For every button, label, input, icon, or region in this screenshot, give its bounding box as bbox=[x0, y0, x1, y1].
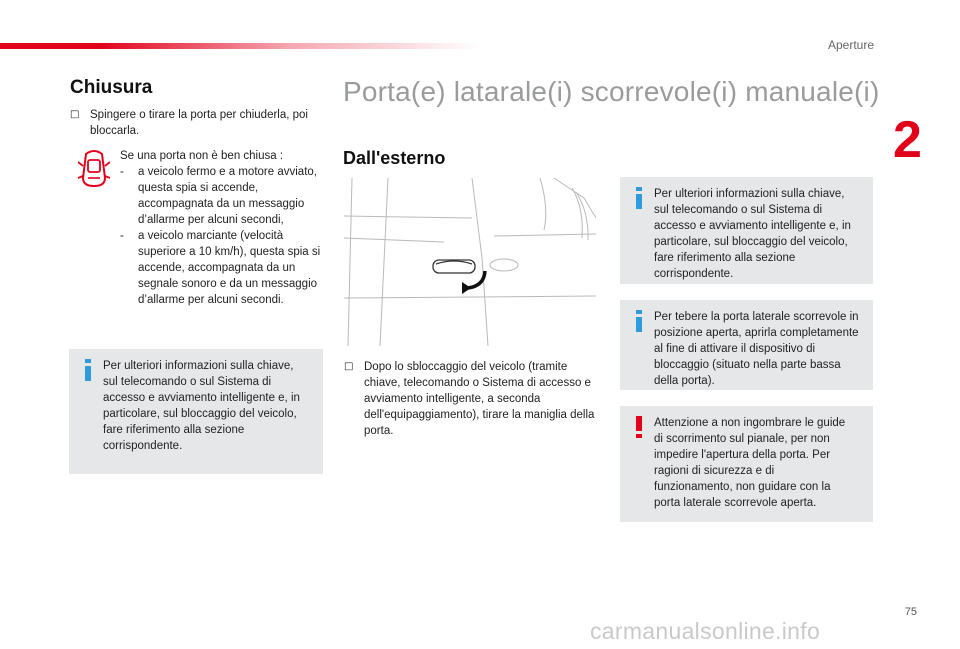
warning-item: - a veicolo fermo e a motore avviato, questa spia si accende, accompagnata da un messaggio d’allarme per alcuni secondi, bbox=[120, 166, 317, 226]
section-label: Aperture bbox=[827, 38, 874, 52]
info-box-right-2 bbox=[620, 300, 873, 390]
warning-box-right bbox=[620, 406, 873, 522]
warning-exclamation-icon bbox=[634, 416, 644, 438]
info-icon bbox=[634, 310, 644, 332]
page-number: 75 bbox=[904, 606, 917, 618]
warning-box-text: Attenzione a non ingombrare le guide di scorrimento sul pianale, per non impedire l'apertura della porta. Per ragioni di sicurezza e di funzionamento, non guidare con la porta laterale scorrevole aperta. bbox=[654, 417, 846, 509]
bullet-paragraph bbox=[70, 107, 325, 139]
bullet-paragraph bbox=[344, 359, 596, 439]
warning-item-text: a veicolo marciante (velocità superiore a 10 km/h), questa spia si accende, accompagnata da un segnale sonoro e da un messaggio d’allarme per alcuni secondi. bbox=[138, 230, 321, 306]
info-text: Per tebere la porta laterale scorrevole in posizione aperta, aprirla completamente al fine di attivare il dispositivo di bloccaggio (situato nella parte bassa della porta). bbox=[654, 311, 859, 387]
door-open-warning-lamp-icon bbox=[78, 148, 110, 192]
header-accent-bar bbox=[0, 43, 480, 49]
info-text: Per ulteriori informazioni sulla chiave, sul telecomando o sul Sistema di accesso e avviamento intelligente e, in particolare, sul bloccaggio del veicolo, fare riferimento alla sezione corrispondente. bbox=[103, 360, 300, 452]
chapter-number: 2 bbox=[893, 111, 922, 169]
watermark: carmanualsonline.info bbox=[590, 618, 821, 644]
warning-item: - a veicolo marciante (velocità superiore a 10 km/h), questa spia si accende, accompagnata da un segnale sonoro e da un messaggio d’allarme per alcuni secondi. bbox=[120, 230, 321, 306]
info-text: Per ulteriori informazioni sulla chiave, sul telecomando o sul Sistema di accesso e avviamento intelligente e, in particolare, sul bloccaggio del veicolo, fare riferimento alla sezione corrispondente. bbox=[654, 188, 851, 280]
sliding-door-handle bbox=[433, 260, 475, 273]
subsection-title: Dall'esterno bbox=[343, 148, 446, 168]
info-icon bbox=[83, 359, 93, 381]
info-box-right-1 bbox=[620, 177, 873, 284]
pull-arrow-icon bbox=[468, 271, 485, 288]
warning-text bbox=[120, 148, 325, 308]
warning-intro: Se una porta non è ben chiusa : bbox=[120, 150, 284, 162]
bullet-marker-icon: □ bbox=[70, 109, 80, 120]
info-box-left bbox=[69, 349, 323, 474]
page-title: Porta(e) latarale(i) scorrevole(i) manuale(i) bbox=[343, 76, 880, 107]
bullet-marker-icon: □ bbox=[344, 361, 354, 372]
info-icon bbox=[634, 187, 644, 209]
bullet-text: Dopo lo sbloccaggio del veicolo (tramite chiave, telecomando o Sistema di accesso e avviamento intelligente, a seconda dell'equipaggiamento), tirare la maniglia della porta. bbox=[364, 361, 595, 437]
section-title-chiusura: Chiusura bbox=[70, 77, 153, 98]
bullet-text: Spingere o tirare la porta per chiuderla, poi bloccarla. bbox=[90, 109, 308, 137]
door-handle-illustration bbox=[344, 178, 596, 346]
warning-item-text: a veicolo fermo e a motore avviato, questa spia si accende, accompagnata da un messaggio d’allarme per alcuni secondi, bbox=[138, 166, 317, 226]
